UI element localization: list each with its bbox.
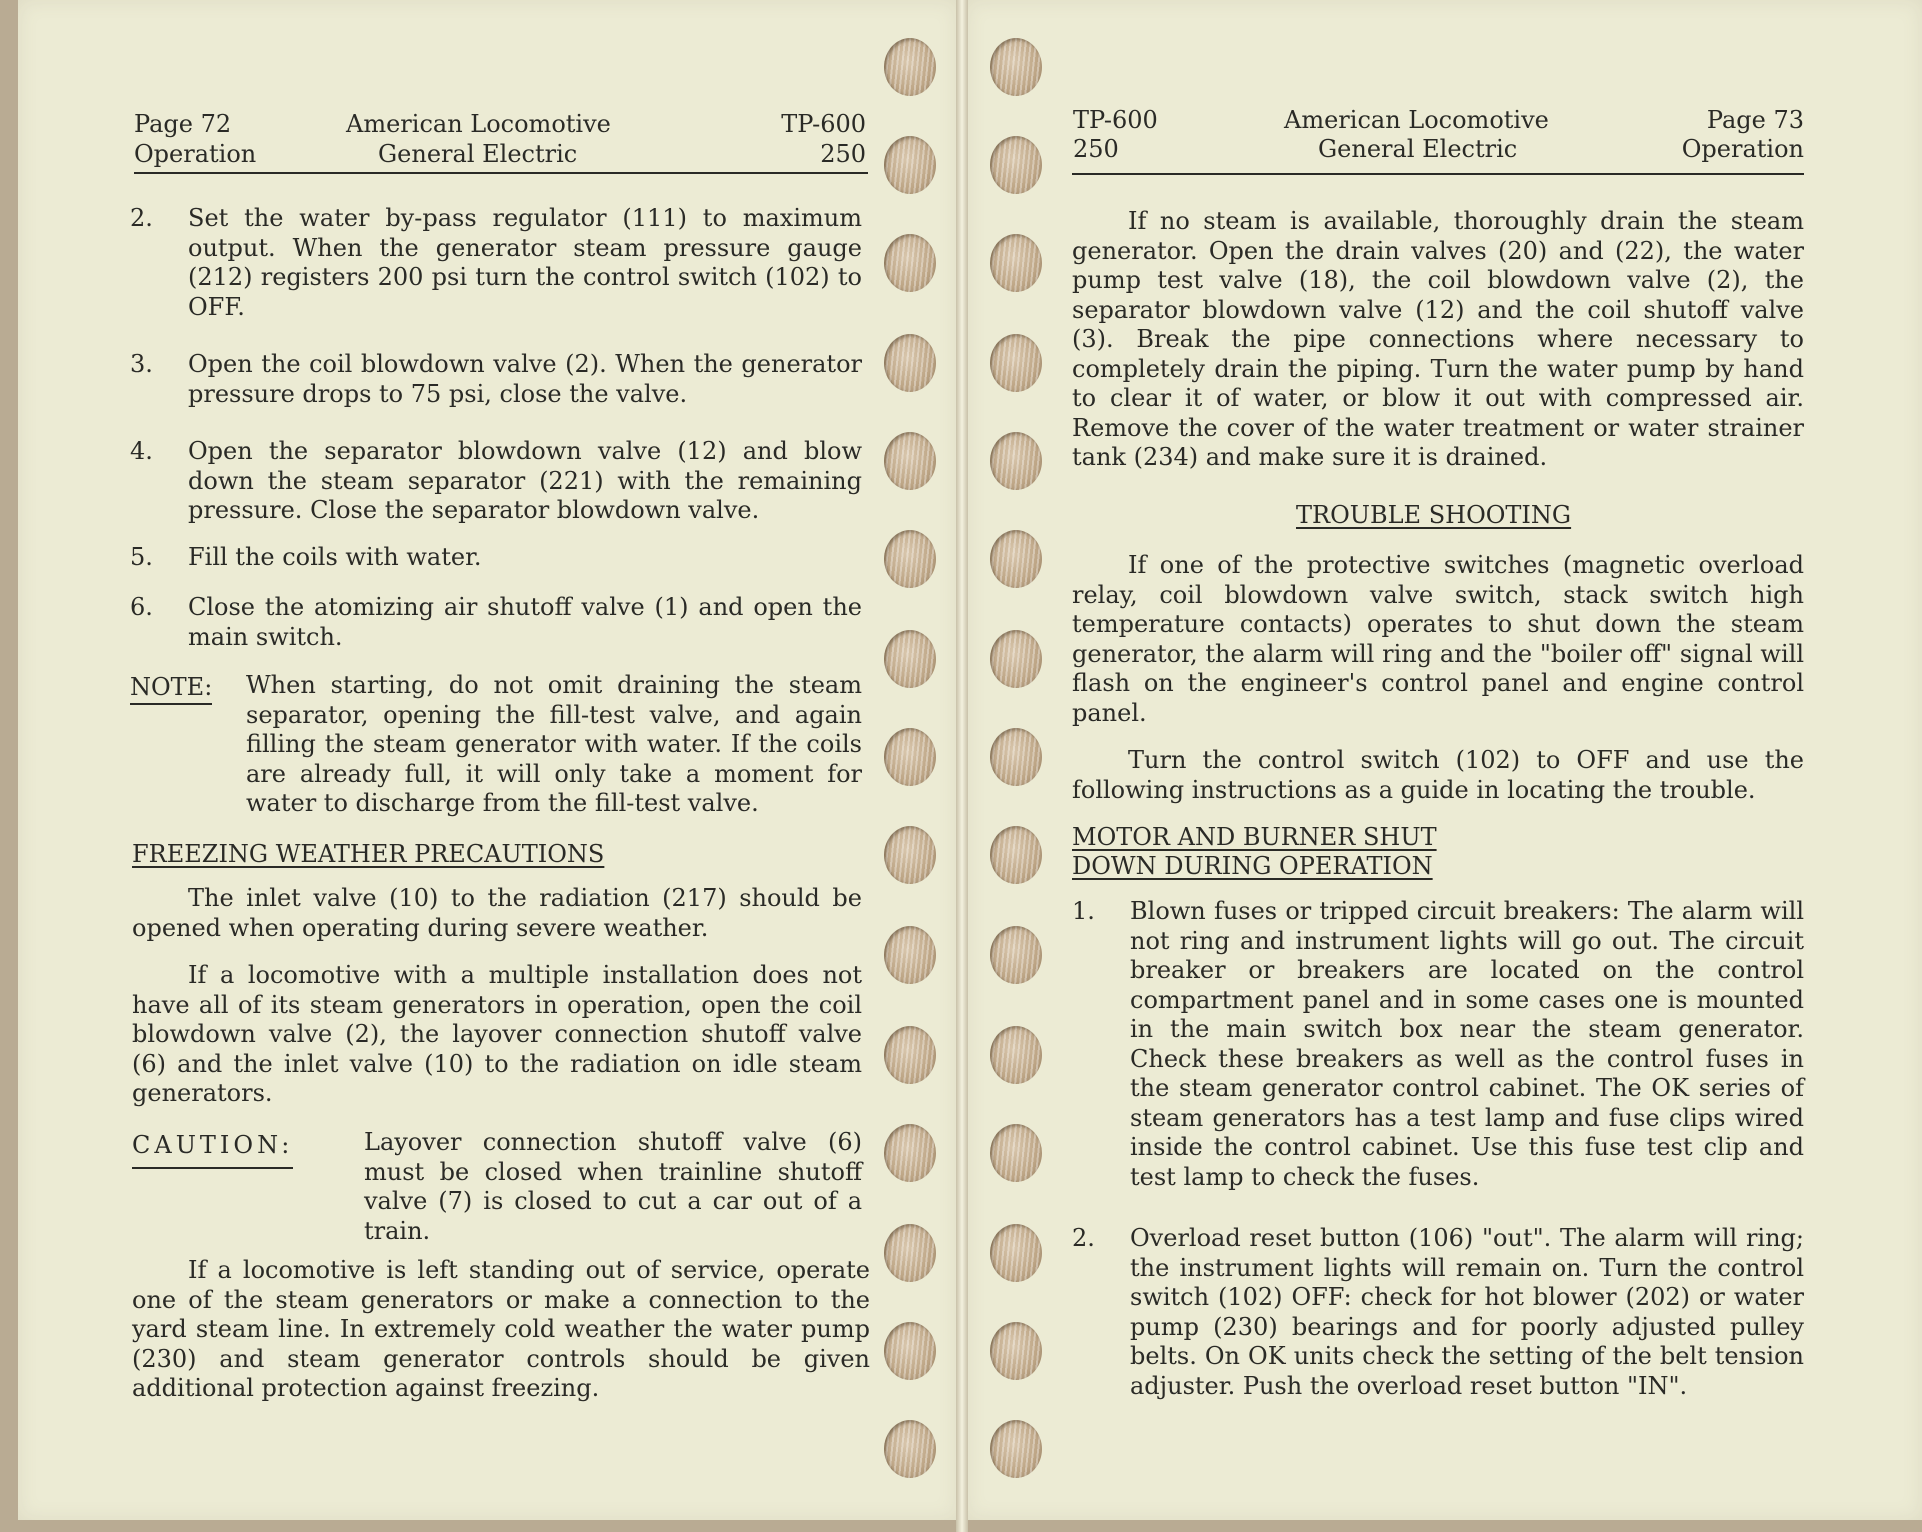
step-number: 4. [130, 437, 153, 465]
binding-hole [884, 1026, 936, 1084]
binding-hole [884, 1420, 936, 1478]
item-text: Blown fuses or tripped circuit breakers: The alarm will not ring and instrument lights will go out. The circuit breaker or breakers are located on the control compartment panel and in some cases one is mounted in the main switch box near the steam generator. Check these breakers as well as the control fuses in the steam generator control cabinet. The OK series of steam generators has a test lamp and fuse clips wired inside the control cabinet. Use this fuse test clip and test lamp to check the fuses. [1130, 897, 1804, 1191]
binding-hole [884, 334, 936, 392]
left-page-number: Page 72 [134, 110, 232, 138]
freezing-paragraph-3: If a locomotive is left standing out of service, operate one of the steam generators or make a connection to the yard steam line. In extremely cold weather the water pump (230) and steam generator controls should be given additional protection against freezing. [132, 1256, 870, 1402]
right-section: Operation [1681, 135, 1804, 163]
binding-hole [990, 530, 1042, 588]
binding-hole [990, 630, 1042, 688]
caution-label: CAUTION: [132, 1131, 293, 1169]
left-header-rule [134, 172, 868, 174]
step-number: 3. [130, 350, 153, 378]
step-number: 5. [130, 543, 153, 571]
binding-hole [884, 1322, 936, 1380]
freezing-heading: FREEZING WEATHER PRECAUTIONS [132, 840, 605, 868]
binding-hole [990, 826, 1042, 884]
freezing-paragraph-2: If a locomotive with a multiple installation does not have all of its steam generators in operation, open the coil blowdown valve (2), the layover connection shutoff valve (6) and the inlet valve (10) to the radiation on idle steam generators. [132, 961, 862, 1107]
item-text: Overload reset button (106) "out". The alarm will ring; the instrument lights will remain on. Turn the control switch (102) OFF: check for hot blower (202) or water pump (230) bearings and for poorly adjusted pulley belts. On OK units check the setting of the belt tension adjuster. Push the overload reset button "IN". [1130, 1224, 1804, 1400]
left-model: TP-600 [781, 110, 866, 138]
note-label: NOTE: [130, 673, 212, 705]
binding-hole [884, 136, 936, 194]
step-text: Open the separator blowdown valve (12) and blow down the steam separator (221) with the remaining pressure. Close the separator blowdown valve. [188, 437, 862, 524]
item-number: 1. [1072, 897, 1095, 925]
binding-hole [990, 1026, 1042, 1084]
caution-text: Layover connection shutoff valve (6) must be closed when trainline shutoff valve (7) is closed to cut a car out of a train. [364, 1128, 862, 1245]
binding-hole [990, 926, 1042, 984]
binding-hole [884, 926, 936, 984]
right-page-number: Page 73 [1706, 106, 1804, 134]
binding-hole [884, 728, 936, 786]
binding-hole [990, 38, 1042, 96]
binding-hole [990, 136, 1042, 194]
left-model-sub: 250 [820, 140, 866, 168]
item-number: 2. [1072, 1224, 1095, 1252]
right-company-line1: American Locomotive [1284, 106, 1549, 134]
trouble-paragraph-2: Turn the control switch (102) to OFF and use the following instructions as a guide in locating the trouble. [1072, 746, 1804, 804]
left-company-line2: General Electric [378, 140, 578, 168]
binding-hole [990, 1420, 1042, 1478]
trouble-shooting-heading: TROUBLE SHOOTING [1296, 501, 1572, 529]
binding-hole [990, 1224, 1042, 1282]
drain-paragraph: If no steam is available, thoroughly drain the steam generator. Open the drain valves (20) and (22), the water pump test valve (18), the coil blowdown valve (2), the separator blowdown valve (12) and the coil shutoff valve (3). Break the pipe connections where necessary to completely drain the piping. Turn the water pump by hand to clear it of water, or blow it out with compressed air. Remove the cover of the water treatment or water strainer tank (234) and make sure it is drained. [1072, 207, 1804, 471]
binding-hole [990, 1124, 1042, 1182]
step-text: Fill the coils with water. [188, 543, 482, 571]
motor-heading-line1: MOTOR AND BURNER SHUT [1072, 823, 1437, 851]
step-text: Close the atomizing air shutoff valve (1) and open the main switch. [188, 593, 862, 651]
binding-hole [884, 630, 936, 688]
binding-hole [884, 234, 936, 292]
step-text: Set the water by-pass regulator (111) to maximum output. When the generator steam pressure gauge (212) registers 200 psi turn the control switch (102) to OFF. [188, 204, 862, 321]
binding-hole [990, 1322, 1042, 1380]
motor-heading-line2: DOWN DURING OPERATION [1072, 852, 1433, 880]
binding-hole [884, 1224, 936, 1282]
note-text: When starting, do not omit draining the steam separator, opening the fill-test valve, and again filling the steam generator with water. If the coils are already full, it will only take a moment for water to discharge from the fill-test valve. [246, 671, 862, 817]
right-model: TP-600 [1073, 106, 1158, 134]
left-section: Operation [134, 140, 257, 168]
binding-hole [990, 728, 1042, 786]
step-number: 6. [130, 593, 153, 621]
right-header-rule [1072, 173, 1804, 175]
step-text: Open the coil blowdown valve (2). When the generator pressure drops to 75 psi, close the valve. [188, 350, 862, 408]
binding-gutter [956, 0, 968, 1532]
binding-hole [884, 530, 936, 588]
binding-hole [884, 38, 936, 96]
step-number: 2. [130, 204, 153, 232]
freezing-paragraph-1: The inlet valve (10) to the radiation (217) should be opened when operating during severe weather. [132, 884, 862, 942]
left-company-line1: American Locomotive [346, 110, 611, 138]
binding-hole [884, 826, 936, 884]
binding-hole [990, 432, 1042, 490]
binding-hole [990, 234, 1042, 292]
binding-hole [884, 432, 936, 490]
binding-hole [884, 1124, 936, 1182]
trouble-paragraph-1: If one of the protective switches (magnetic overload relay, coil blowdown valve switch, stack switch high temperature contacts) operates to shut down the steam generator, the alarm will ring and the "boiler off" signal will flash on the engineer's control panel and engine control panel. [1072, 551, 1804, 727]
right-model-sub: 250 [1073, 135, 1119, 163]
right-company-line2: General Electric [1318, 135, 1518, 163]
binding-hole [990, 334, 1042, 392]
